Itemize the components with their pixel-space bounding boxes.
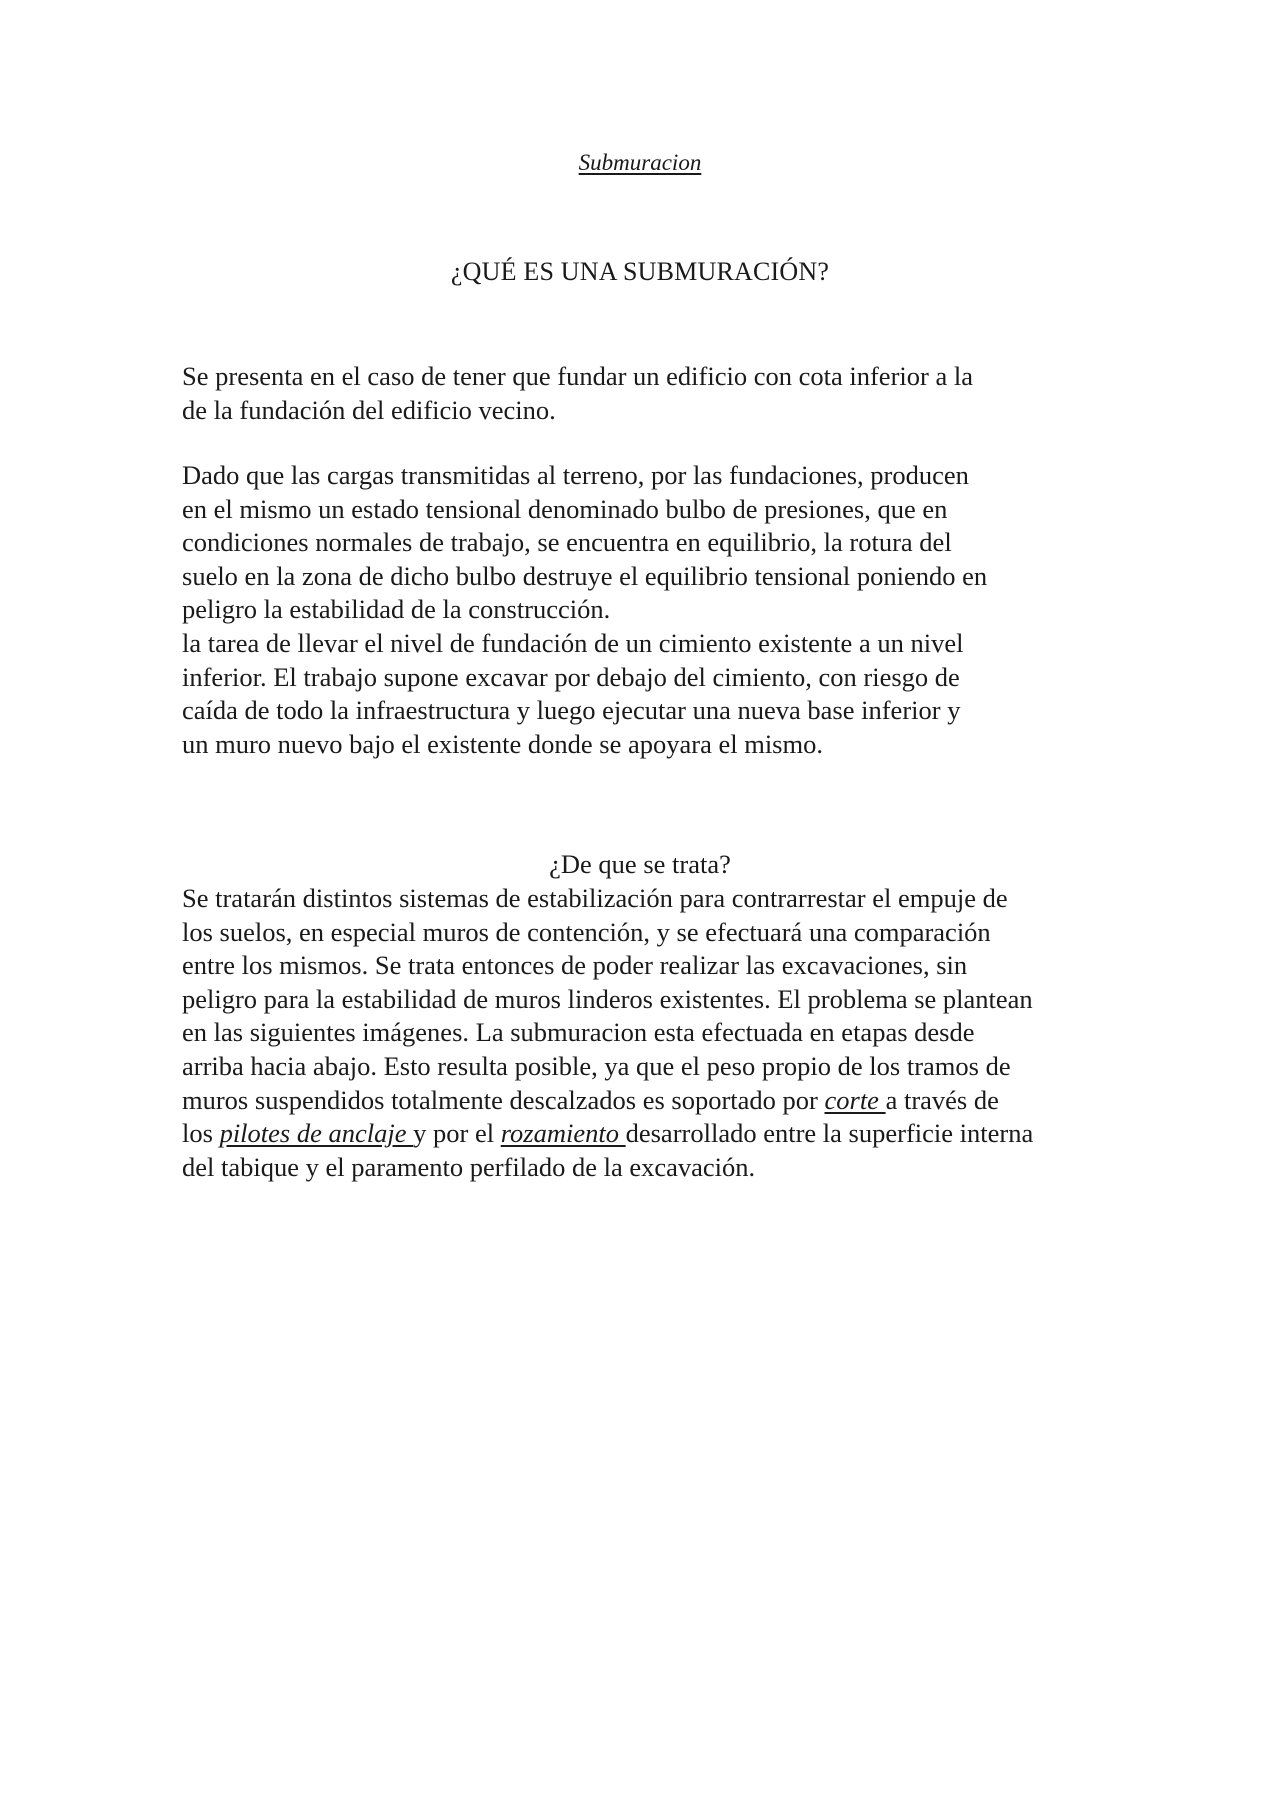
- text-line: [182, 1084, 1162, 1118]
- sub-heading: ¿De que se trata?: [549, 849, 731, 879]
- link-pilotes-de-anclaje[interactable]: pilotes de anclaje: [219, 1118, 414, 1149]
- text-line: entre los mismos. Se trata entonces de poder realizar las excavaciones, sin: [182, 950, 968, 981]
- text-line: caída de todo la infraestructura y luego ejecutar una nueva base inferior y: [182, 695, 961, 726]
- text-line: Se presenta en el caso de tener que fundar un edificio con cota inferior a la: [182, 361, 973, 391]
- text-line: del tabique y el paramento perfilado de la excavación.: [182, 1151, 756, 1182]
- text-segment: y por el: [413, 1118, 501, 1149]
- text-line: peligro la estabilidad de la construcción.: [182, 594, 611, 625]
- paragraph-loads: [182, 459, 1162, 627]
- text-line: en las siguientes imágenes. La submuracion esta efectuada en etapas desde: [182, 1017, 975, 1048]
- text-line: suelo en la zona de dicho bulbo destruye el equilibrio tensional poniendo en: [182, 560, 988, 591]
- text-segment: a través de: [885, 1084, 999, 1115]
- text-line: Dado que las cargas transmitidas al terreno, por las fundaciones, producen: [182, 460, 969, 490]
- main-heading: ¿QUÉ ES UNA SUBMURACIÓN?: [450, 257, 830, 286]
- text-segment: desarrollado entre la superficie interna: [625, 1118, 1034, 1149]
- text-line: [182, 1117, 1162, 1151]
- paragraph-intro: [182, 360, 1162, 427]
- text-line: Se tratarán distintos sistemas de estabilización para contrarrestar el empuje de: [182, 883, 1008, 913]
- link-rozamiento[interactable]: rozamiento: [500, 1118, 626, 1149]
- text-line: un muro nuevo bajo el existente donde se apoyara el mismo.: [182, 728, 823, 759]
- document-title: Submuracion: [578, 150, 702, 175]
- text-line: condiciones normales de trabajo, se encuentra en equilibrio, la rotura del: [182, 527, 952, 558]
- text-line: inferior. El trabajo supone excavar por debajo del cimiento, con riesgo de: [182, 661, 960, 692]
- text-line: los suelos, en especial muros de contención, y se efectuará una comparación: [182, 916, 991, 947]
- text-line: peligro para la estabilidad de muros linderos existentes. El problema se plantean: [182, 983, 1033, 1014]
- text-segment: los: [182, 1118, 220, 1149]
- text-line: de la fundación del edificio vecino.: [182, 394, 556, 425]
- paragraph-task: [182, 627, 1162, 761]
- text-line: en el mismo un estado tensional denominado bulbo de presiones, que en: [182, 493, 948, 524]
- link-corte[interactable]: corte: [824, 1084, 886, 1115]
- text-line: la tarea de llevar el nivel de fundación de un cimiento existente a un nivel: [182, 628, 964, 658]
- text-segment: muros suspendidos totalmente descalzados es soportado por: [182, 1084, 825, 1115]
- paragraph-systems: [182, 882, 1162, 1184]
- text-line: arriba hacia abajo. Esto resulta posible, ya que el peso propio de los tramos de: [182, 1050, 1011, 1081]
